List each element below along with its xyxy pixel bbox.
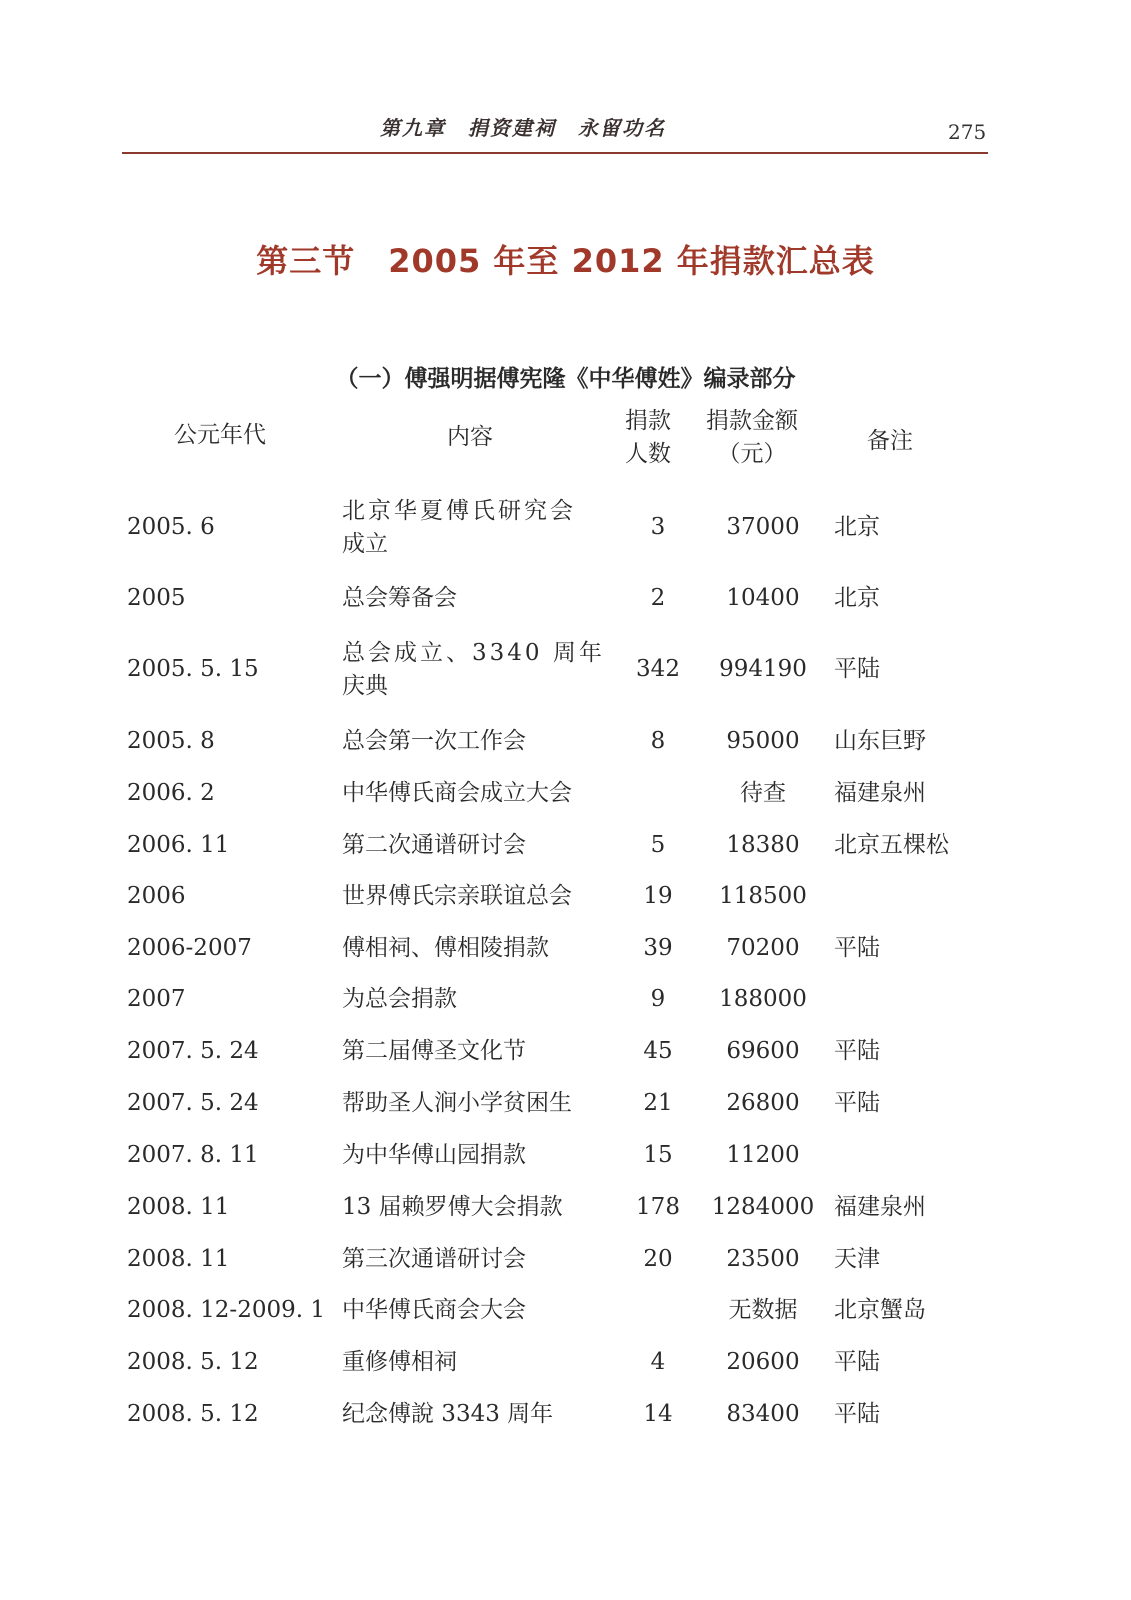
row-count: 4 — [650, 1349, 666, 1375]
row-content-line: 总会第一次工作会 — [342, 728, 526, 754]
row-date: 2006-2007 — [127, 935, 252, 961]
row-date: 2007. 8. 11 — [127, 1142, 259, 1168]
row-content — [342, 1346, 612, 1379]
row-content — [342, 1191, 612, 1224]
row-amount: 11200 — [726, 1142, 800, 1168]
header-note: 备注 — [867, 428, 913, 454]
row-note: 北京 — [834, 585, 880, 611]
row-count: 9 — [650, 986, 666, 1012]
row-content — [342, 1398, 612, 1431]
row-count: 15 — [643, 1142, 673, 1168]
row-content-line: 总会筹备会 — [342, 585, 457, 611]
header-amount-line-1: 捐款金额 — [706, 408, 798, 434]
running-head-title: 第九章 捐资建祠 永留功名 — [380, 116, 666, 140]
row-amount: 118500 — [719, 883, 807, 909]
row-content — [342, 880, 612, 913]
row-count: 3 — [650, 514, 666, 540]
row-note: 北京 — [834, 514, 880, 540]
row-content-line: 重修傅相祠 — [342, 1349, 457, 1375]
row-note: 福建泉州 — [834, 1194, 926, 1220]
row-content-line: 北京华夏傅氏研究会 — [342, 498, 576, 524]
row-date: 2006. 11 — [127, 832, 230, 858]
row-date: 2006. 2 — [127, 780, 215, 806]
row-content-line: 世界傅氏宗亲联谊总会 — [342, 883, 572, 909]
row-date: 2008. 11 — [127, 1246, 230, 1272]
row-content — [342, 829, 612, 862]
row-content — [342, 1139, 612, 1172]
row-content-line: 中华傅氏商会成立大会 — [342, 780, 572, 806]
row-count: 45 — [643, 1038, 673, 1064]
row-count: 21 — [643, 1090, 673, 1116]
row-content-line: 中华傅氏商会大会 — [342, 1297, 526, 1323]
row-date: 2005. 6 — [127, 514, 215, 540]
row-amount: 26800 — [726, 1090, 800, 1116]
row-content — [342, 932, 612, 965]
row-count: 14 — [643, 1401, 673, 1427]
header-date: 公元年代 — [174, 422, 266, 448]
row-content-line: 第二次通谱研讨会 — [342, 832, 526, 858]
row-amount: 70200 — [726, 935, 800, 961]
header-rule — [122, 152, 988, 154]
row-content-line: 为中华傅山园捐款 — [342, 1142, 526, 1168]
row-date: 2007. 5. 24 — [127, 1038, 259, 1064]
header-content: 内容 — [447, 424, 493, 450]
subsection-title: （一）傅强明据傅宪隆《中华傅姓》编录部分 — [335, 366, 796, 392]
row-note: 北京蟹岛 — [834, 1297, 926, 1323]
row-content-line: 总会成立、3340 周年 — [342, 640, 605, 666]
row-amount: 994190 — [719, 656, 807, 682]
row-amount: 23500 — [726, 1246, 800, 1272]
row-note: 山东巨野 — [834, 728, 926, 754]
row-content-line: 帮助圣人涧小学贫困生 — [342, 1090, 572, 1116]
row-count: 8 — [650, 728, 666, 754]
row-content-line: 第三次通谱研讨会 — [342, 1246, 526, 1272]
row-date: 2008. 5. 12 — [127, 1349, 259, 1375]
row-date: 2008. 11 — [127, 1194, 230, 1220]
row-amount: 37000 — [726, 514, 800, 540]
row-content-line: 13 届赖罗傅大会捐款 — [342, 1194, 563, 1220]
row-content-line: 庆典 — [342, 673, 388, 699]
row-amount: 83400 — [726, 1401, 800, 1427]
row-note: 平陆 — [834, 1090, 880, 1116]
row-date: 2008. 12-2009. 1 — [127, 1297, 325, 1323]
row-amount: 10400 — [726, 585, 800, 611]
running-head — [0, 108, 1131, 148]
section-title: 第三节 2005 年至 2012 年捐款汇总表 — [256, 242, 875, 280]
row-date: 2005 — [127, 585, 186, 611]
header-count-line-1: 捐款 — [625, 408, 671, 434]
row-amount: 18380 — [726, 832, 800, 858]
row-amount: 188000 — [719, 986, 807, 1012]
row-content — [342, 1035, 612, 1068]
row-count: 342 — [636, 656, 680, 682]
row-date: 2006 — [127, 883, 186, 909]
row-note: 平陆 — [834, 1349, 880, 1375]
header-count — [615, 405, 681, 471]
row-content — [342, 777, 612, 810]
row-note: 平陆 — [834, 656, 880, 682]
row-amount: 无数据 — [728, 1297, 798, 1323]
row-date: 2005. 8 — [127, 728, 215, 754]
row-count: 39 — [643, 935, 673, 961]
row-note: 北京五棵松 — [834, 832, 949, 858]
row-content-line: 第二届傅圣文化节 — [342, 1038, 526, 1064]
row-amount: 1284000 — [711, 1194, 815, 1220]
header-count-line-2: 人数 — [625, 441, 671, 467]
row-content-line: 纪念傅說 3343 周年 — [342, 1401, 554, 1427]
row-count: 178 — [636, 1194, 680, 1220]
header-amount-line-2: （元） — [717, 441, 787, 467]
row-count: 2 — [650, 585, 666, 611]
row-content — [342, 983, 612, 1016]
page-number: 275 — [948, 120, 987, 144]
row-content-line: 成立 — [342, 531, 388, 557]
row-note: 平陆 — [834, 1401, 880, 1427]
row-content — [342, 725, 612, 758]
row-content — [342, 637, 612, 703]
row-note: 平陆 — [834, 1038, 880, 1064]
row-date: 2007 — [127, 986, 186, 1012]
row-content — [342, 495, 612, 561]
row-count: 19 — [643, 883, 673, 909]
row-amount: 待查 — [740, 780, 786, 806]
row-date: 2005. 5. 15 — [127, 656, 259, 682]
row-content — [342, 582, 612, 615]
row-content-line: 为总会捐款 — [342, 986, 457, 1012]
header-amount — [692, 405, 812, 471]
row-note: 平陆 — [834, 935, 880, 961]
row-amount: 95000 — [726, 728, 800, 754]
row-date: 2008. 5. 12 — [127, 1401, 259, 1427]
row-content — [342, 1243, 612, 1276]
row-note: 天津 — [834, 1246, 880, 1272]
row-amount: 20600 — [726, 1349, 800, 1375]
row-count: 5 — [650, 832, 666, 858]
row-note: 福建泉州 — [834, 780, 926, 806]
row-count: 20 — [643, 1246, 673, 1272]
row-amount: 69600 — [726, 1038, 800, 1064]
row-content — [342, 1087, 612, 1120]
row-content — [342, 1294, 612, 1327]
row-date: 2007. 5. 24 — [127, 1090, 259, 1116]
row-content-line: 傅相祠、傅相陵捐款 — [342, 935, 549, 961]
